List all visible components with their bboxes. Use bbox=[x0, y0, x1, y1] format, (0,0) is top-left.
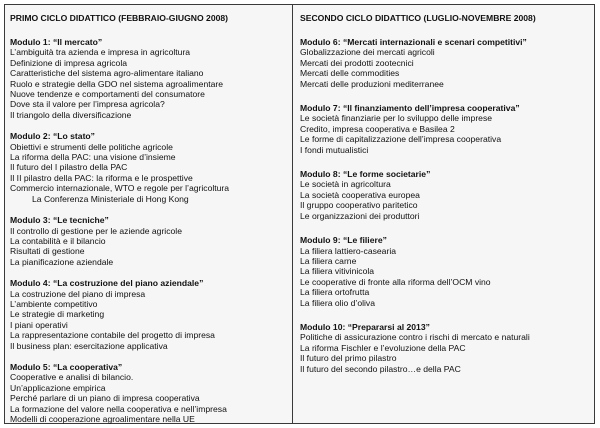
module-item: Politiche di assicurazione contro i rischi di mercato e naturali bbox=[300, 332, 530, 343]
module-item: Le forme di capitalizzazione dell’impresa cooperativa bbox=[300, 134, 502, 145]
module-item: L’ambiente competitivo bbox=[10, 298, 98, 309]
module-item: La filiera lattiero-casearia bbox=[300, 245, 397, 256]
module-item: La società cooperativa europea bbox=[300, 189, 420, 200]
module-item: La contabilità e il bilancio bbox=[10, 235, 106, 246]
module-item: L’ambiguità tra azienda e impresa in agricoltura bbox=[10, 47, 191, 58]
module-item: La filiera vitivinicola bbox=[300, 266, 375, 277]
module-6 bbox=[300, 37, 594, 89]
module-10 bbox=[300, 322, 594, 374]
module-item: Credito, impresa cooperativa e Basilea 2 bbox=[300, 123, 455, 134]
module-item: Mercati delle commodities bbox=[300, 68, 400, 79]
module-item: Mercati delle produzioni mediterranee bbox=[300, 78, 444, 89]
module-item: La filiera ortofrutta bbox=[300, 287, 370, 298]
module-item: Il futuro del primo pilastro bbox=[300, 353, 397, 364]
module-item: La costruzione del piano di impresa bbox=[10, 288, 146, 299]
module-item: Dove sta il valore per l’impresa agricola? bbox=[10, 99, 165, 110]
module-item: La Conferenza Ministeriale di Hong Kong bbox=[32, 193, 189, 204]
module-item: Perché parlare di un piano di impresa cooperativa bbox=[10, 393, 200, 404]
module-item: I piani operativi bbox=[10, 319, 68, 330]
module-9 bbox=[300, 235, 594, 308]
module-3 bbox=[10, 215, 292, 267]
module-item: Globalizzazione dei mercati agricoli bbox=[300, 47, 435, 58]
module-item: Le società finanziarie per lo sviluppo delle imprese bbox=[300, 113, 493, 124]
module-item: Il triangolo della diversificazione bbox=[10, 109, 132, 120]
module-title: Modulo 2: “Lo stato” bbox=[10, 131, 95, 142]
module-item: Le società in agricoltura bbox=[300, 179, 391, 190]
module-item: La riforma Fischler e l’evoluzione della PAC bbox=[300, 342, 466, 353]
module-title: Modulo 4: “La costruzione del piano aziendale” bbox=[10, 278, 204, 289]
module-item: Le cooperative di fronte alla riforma dell’OCM vino bbox=[300, 276, 491, 287]
module-item: Commercio internazionale, WTO e regole per l’agricoltura bbox=[10, 183, 230, 194]
left-column bbox=[5, 5, 293, 423]
module-item: Nuove tendenze e comportamenti del consumatore bbox=[10, 89, 205, 100]
module-item: I fondi mutualistici bbox=[300, 144, 369, 155]
module-item: Le organizzazioni dei produttori bbox=[300, 210, 420, 221]
module-4 bbox=[10, 278, 292, 351]
module-item: La filiera olio d’oliva bbox=[300, 297, 375, 308]
program-table bbox=[4, 4, 595, 424]
right-column-title: SECONDO CICLO DIDATTICO (LUGLIO-NOVEMBRE 2008) bbox=[300, 13, 536, 23]
module-item: Il gruppo cooperativo paritetico bbox=[300, 200, 418, 211]
module-item: La filiera carne bbox=[300, 255, 357, 266]
module-title: Modulo 8: “Le forme societarie” bbox=[300, 169, 431, 180]
module-item: Il controllo di gestione per le aziende agricole bbox=[10, 225, 182, 236]
module-title: Modulo 1: “Il mercato” bbox=[10, 37, 103, 47]
module-item: Definizione di impresa agricola bbox=[10, 57, 128, 68]
module-item: Il futuro del secondo pilastro…e della PAC bbox=[300, 363, 461, 374]
module-title: Modulo 5: “La cooperativa” bbox=[10, 361, 123, 372]
module-item: Il II pilastro della PAC: la riforma e le prospettive bbox=[10, 172, 193, 183]
module-title: Modulo 9: “Le filiere” bbox=[300, 235, 387, 246]
module-item: Il futuro del I pilastro della PAC bbox=[10, 162, 128, 173]
module-5 bbox=[10, 362, 292, 424]
module-item: Caratteristiche del sistema agro-alimentare italiano bbox=[10, 68, 204, 79]
module-item: Cooperative e analisi di bilancio. bbox=[10, 372, 134, 383]
right-column bbox=[293, 5, 594, 423]
module-title: Modulo 10: “Prepararsi al 2013” bbox=[300, 321, 430, 332]
module-item: La pianificazione aziendale bbox=[10, 256, 114, 267]
module-7 bbox=[300, 103, 594, 155]
module-item: Il business plan: esercitazione applicativa bbox=[10, 340, 168, 351]
module-item: La rappresentazione contabile del progetto di impresa bbox=[10, 330, 215, 341]
module-item: Le strategie di marketing bbox=[10, 309, 105, 320]
module-title: Modulo 3: “Le tecniche” bbox=[10, 215, 109, 226]
module-item: Ruolo e strategie della GDO nel sistema agroalimentare bbox=[10, 78, 224, 89]
module-item: La riforma della PAC: una visione d’insieme bbox=[10, 152, 176, 163]
module-item: Modelli di cooperazione agroalimentare nella UE bbox=[10, 414, 195, 424]
module-item: Un’applicazione empirica bbox=[10, 382, 106, 393]
module-title: Modulo 6: “Mercati internazionali e scenari competitivi” bbox=[300, 37, 527, 47]
module-2 bbox=[10, 131, 292, 204]
module-8 bbox=[300, 169, 594, 221]
module-item: La formazione del valore nella cooperativa e nell’impresa bbox=[10, 403, 227, 414]
left-column-title: PRIMO CICLO DIDATTICO (FEBBRAIO-GIUGNO 2008) bbox=[10, 13, 229, 23]
module-item: Risultati di gestione bbox=[10, 246, 85, 257]
module-title: Modulo 7: “Il finanziamento dell’impresa cooperativa” bbox=[300, 103, 520, 114]
module-item: Mercati dei prodotti zootecnici bbox=[300, 57, 414, 68]
module-1 bbox=[10, 37, 292, 120]
module-item: Obiettivi e strumenti delle politiche agricole bbox=[10, 141, 173, 152]
